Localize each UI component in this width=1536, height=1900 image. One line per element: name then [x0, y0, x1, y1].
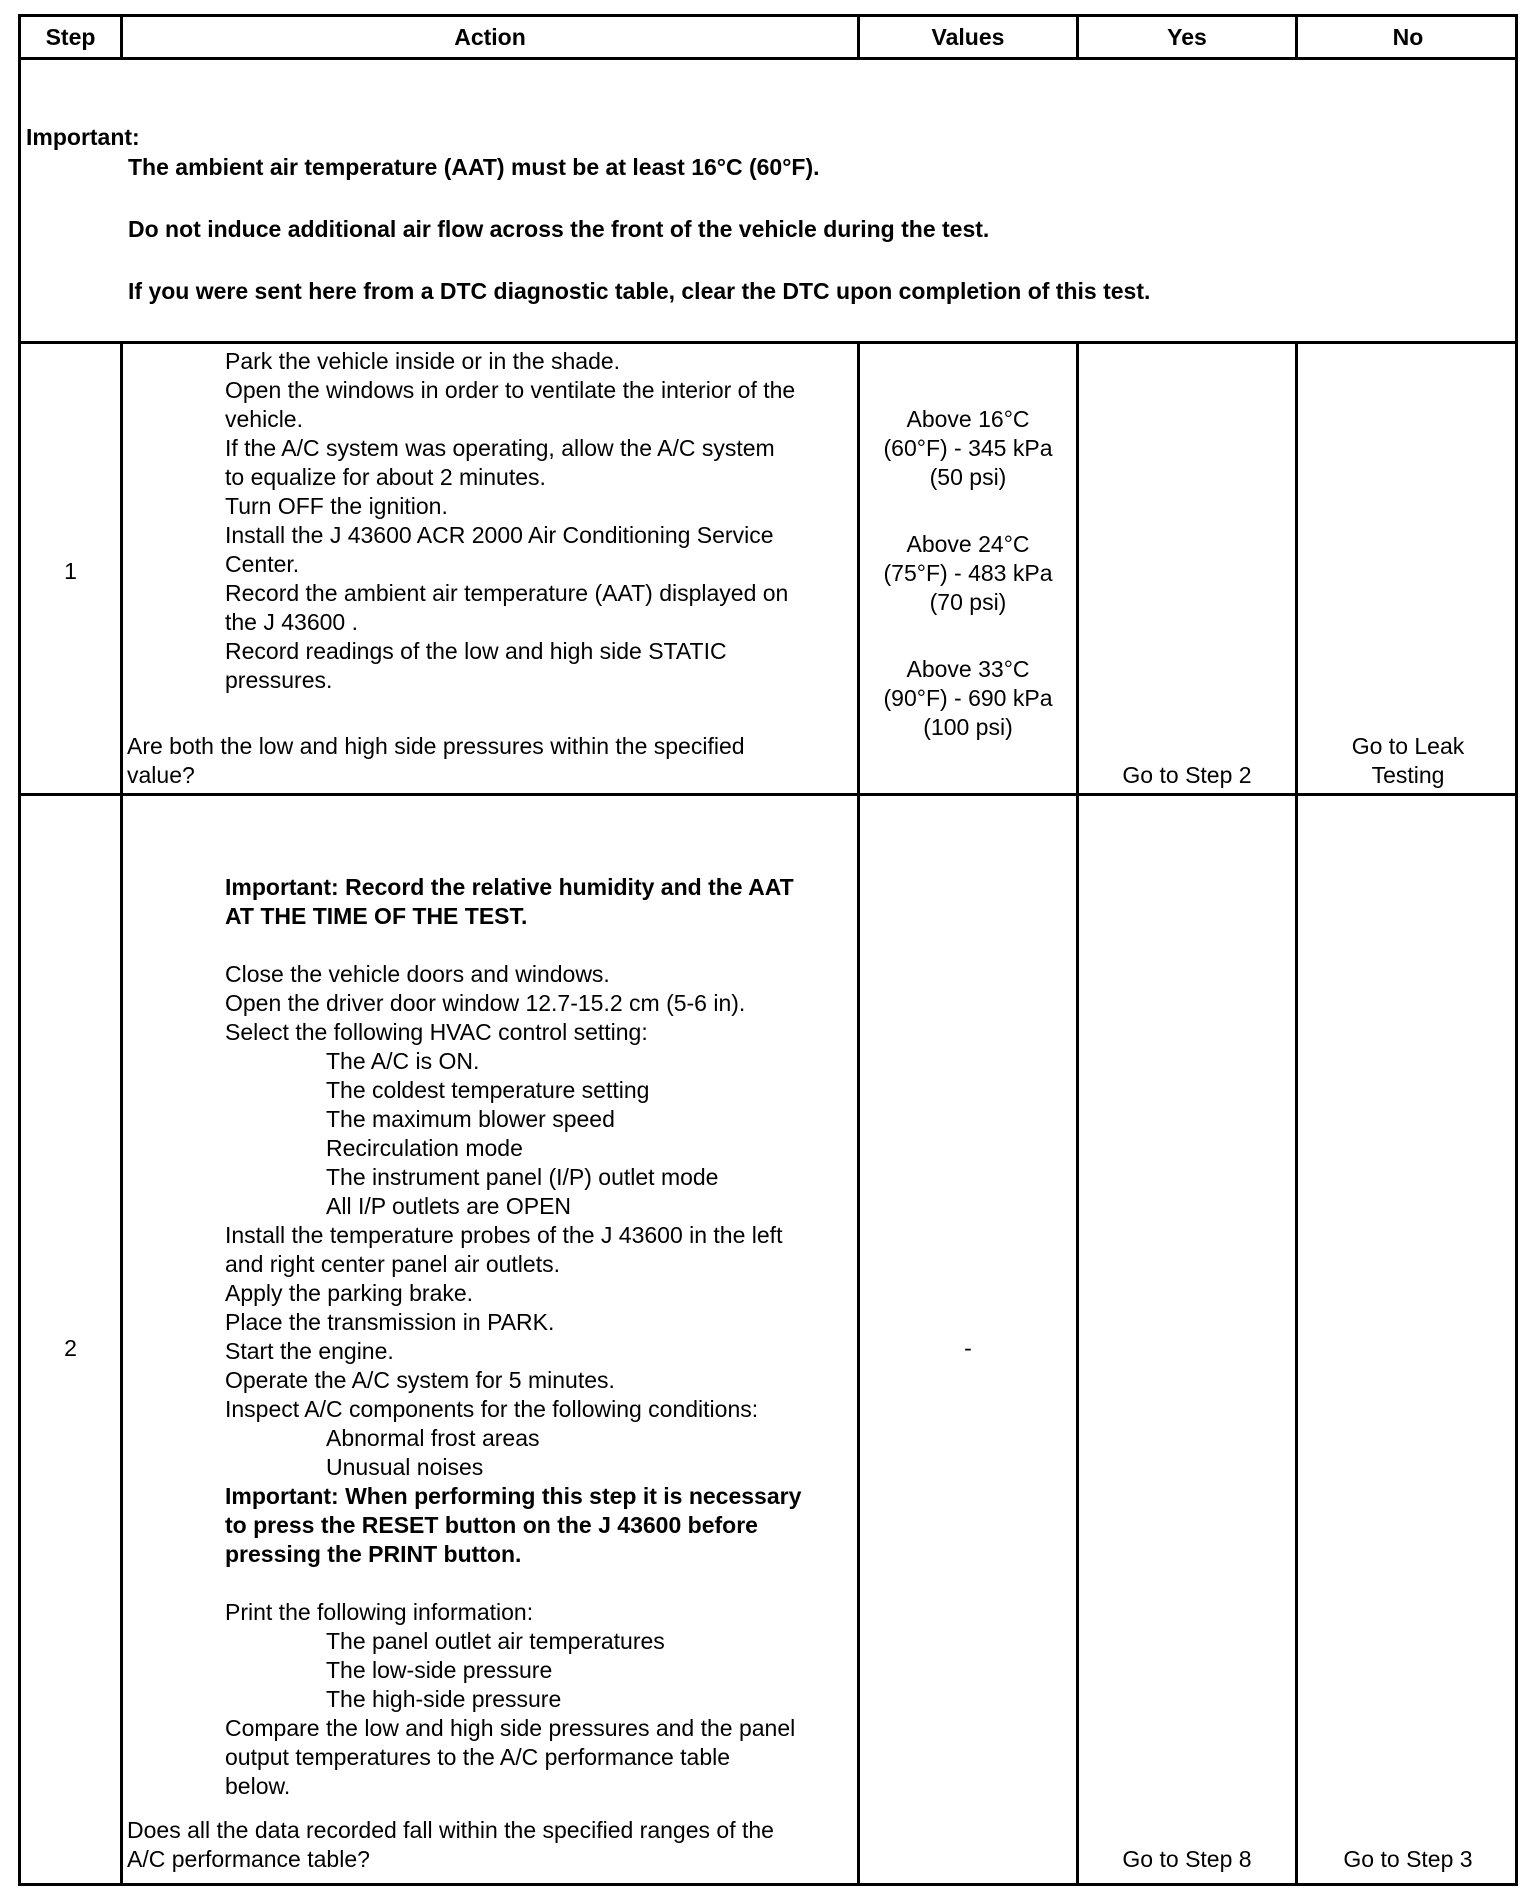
header-step: Step [45, 24, 96, 50]
step2-action-line: Operate the A/C system for 5 minutes. [225, 1367, 615, 1393]
step2-question-line: Does all the data recorded fall within the specified ranges of the [127, 1817, 774, 1843]
step2-value: - [964, 1335, 972, 1361]
step1-yes-link[interactable]: Go to Step 2 [1122, 762, 1252, 788]
step2-action-line: and right center panel air outlets. [225, 1251, 560, 1277]
intro-line: The ambient air temperature (AAT) must be at least 16°C (60°F). [128, 154, 820, 180]
column-divider [1295, 343, 1298, 1883]
step1-action-line: vehicle. [225, 406, 303, 432]
step1-value-line: (60°F) - 345 kPa [883, 435, 1053, 461]
header-action: Action [454, 24, 526, 50]
step2-action-line: Inspect A/C components for the following conditions: [225, 1396, 759, 1422]
step1-action-line: Record readings of the low and high side STATIC [225, 638, 727, 664]
step1-value-line: (50 psi) [929, 464, 1007, 490]
step1-value-line: (70 psi) [929, 589, 1007, 615]
step2-action-line: Start the engine. [225, 1338, 394, 1364]
step2-action-line: Compare the low and high side pressures and the panel [225, 1715, 796, 1741]
step1-action-line: the J 43600 . [225, 609, 358, 635]
step1-value-line: Above 24°C [906, 531, 1030, 557]
step1-value-line: (100 psi) [923, 714, 1013, 740]
step2-action-line: The coldest temperature setting [326, 1077, 650, 1103]
step1-no-link[interactable]: Testing [1371, 762, 1445, 788]
step1-action-line: to equalize for about 2 minutes. [225, 464, 546, 490]
step2-action-line: Abnormal frost areas [326, 1425, 540, 1451]
row-divider [21, 793, 1515, 796]
step1-value-line: Above 16°C [906, 406, 1030, 432]
step2-action-line: Place the transmission in PARK. [225, 1309, 555, 1335]
step2-important-line: pressing the PRINT button. [225, 1541, 522, 1567]
header-no: No [1392, 24, 1424, 50]
header-values: Values [931, 24, 1005, 50]
step1-question-line: value? [127, 762, 195, 788]
step2-action-line: The panel outlet air temperatures [326, 1628, 665, 1654]
step1-action-line: Park the vehicle inside or in the shade. [225, 348, 621, 374]
step1-question-line: Are both the low and high side pressures within the specified [127, 733, 745, 759]
step1-action-line: Open the windows in order to ventilate the interior of the [225, 377, 796, 403]
step2-action-line: Print the following information: [225, 1599, 534, 1625]
step2-action-line: Open the driver door window 12.7-15.2 cm (5-6 in). [225, 990, 746, 1016]
step2-action-line: output temperatures to the A/C performance table [225, 1744, 731, 1770]
step1-value-line: (90°F) - 690 kPa [883, 685, 1053, 711]
step-number: 2 [64, 1335, 77, 1361]
step1-action-line: Install the J 43600 ACR 2000 Air Conditioning Service [225, 522, 774, 548]
step1-action-line: Turn OFF the ignition. [225, 493, 448, 519]
step2-important-line: Important: Record the relative humidity and the AAT [225, 874, 794, 900]
step2-important-line: to press the RESET button on the J 43600 before [225, 1512, 758, 1538]
step2-action-line: below. [225, 1773, 291, 1799]
step2-action-line: Apply the parking brake. [225, 1280, 474, 1306]
step2-action-line: The maximum blower speed [326, 1106, 615, 1132]
step2-action-line: Install the temperature probes of the J 43600 in the left [225, 1222, 783, 1248]
step2-action-line: The A/C is ON. [326, 1048, 480, 1074]
step1-action-line: pressures. [225, 667, 333, 693]
column-divider [120, 343, 123, 1883]
step2-action-line: The instrument panel (I/P) outlet mode [326, 1164, 719, 1190]
step2-action-line: Unusual noises [326, 1454, 484, 1480]
step-number: 1 [64, 558, 77, 584]
intro-line: If you were sent here from a DTC diagnostic table, clear the DTC upon completion of this test. [128, 278, 1151, 304]
step1-action-line: Record the ambient air temperature (AAT) displayed on [225, 580, 789, 606]
step1-action-line: Center. [225, 551, 300, 577]
step2-important-line: AT THE TIME OF THE TEST. [225, 903, 528, 929]
row-divider [21, 57, 1515, 60]
step2-action-line: The low-side pressure [326, 1657, 553, 1683]
step1-action-line: If the A/C system was operating, allow the A/C system [225, 435, 775, 461]
step2-action-line: Select the following HVAC control setting: [225, 1019, 648, 1045]
step2-action-line: The high-side pressure [326, 1686, 562, 1712]
step2-yes-link[interactable]: Go to Step 8 [1122, 1846, 1252, 1872]
diagnostic-table [18, 14, 1518, 1886]
step1-value-line: Above 33°C [906, 656, 1030, 682]
step2-question-line: A/C performance table? [127, 1846, 370, 1872]
header-yes: Yes [1167, 24, 1207, 50]
step2-no-link[interactable]: Go to Step 3 [1343, 1846, 1473, 1872]
intro-line: Do not induce additional air flow across the front of the vehicle during the test. [128, 216, 990, 242]
row-divider [21, 341, 1515, 344]
column-divider [1076, 343, 1079, 1883]
step2-action-line: All I/P outlets are OPEN [326, 1193, 572, 1219]
step2-action-line: Recirculation mode [326, 1135, 523, 1161]
step2-important-line: Important: When performing this step it is necessary [225, 1483, 802, 1509]
step2-action-line: Close the vehicle doors and windows. [225, 961, 610, 987]
step1-value-line: (75°F) - 483 kPa [883, 560, 1053, 586]
intro-heading: Important: [26, 124, 140, 150]
step1-no-link[interactable]: Go to Leak [1351, 733, 1465, 759]
